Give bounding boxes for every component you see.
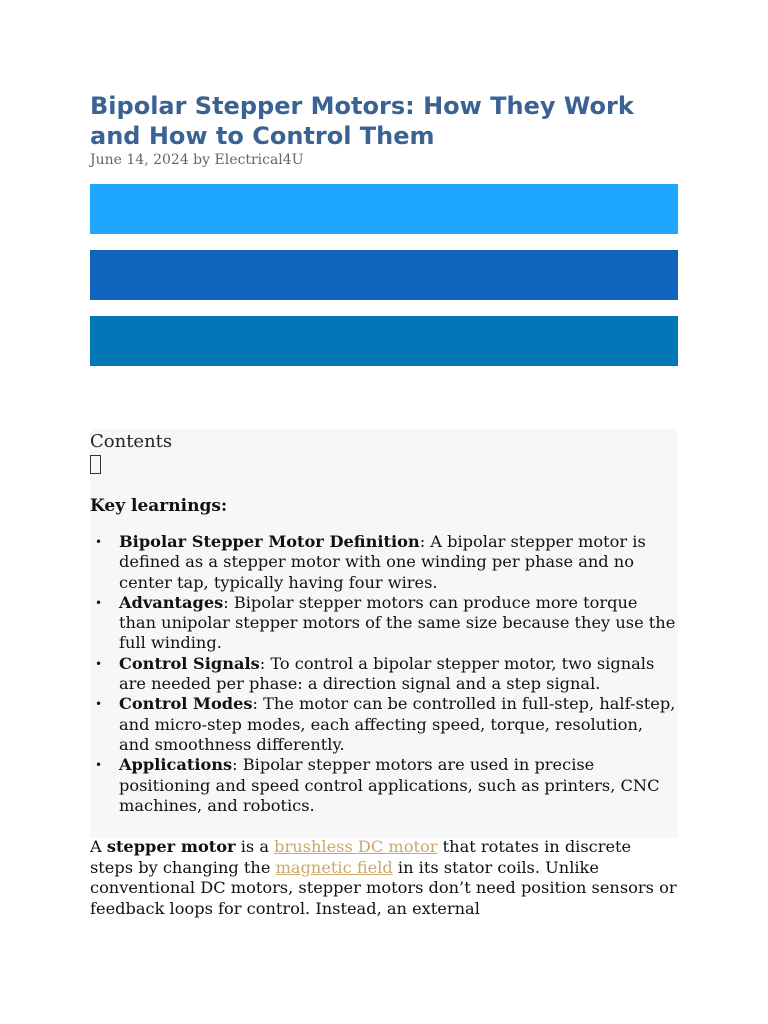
bullet-icon: • xyxy=(95,656,103,671)
magnetic-field-link[interactable]: magnetic field xyxy=(275,857,393,877)
list-item-text: : Bipolar stepper motors can produce more torque than unipolar stepper motors of the same size because they use the full winding. xyxy=(119,592,676,653)
key-learnings-heading: Key learnings: xyxy=(90,496,228,516)
list-item-term: Advantages xyxy=(119,592,224,612)
list-item-text: : To control a bipolar stepper motor, two signals are needed per phase: a direction signal and a step signal. xyxy=(119,653,655,694)
list-item xyxy=(90,694,678,755)
list-item-term: Bipolar Stepper Motor Definition xyxy=(119,532,420,551)
bullet-icon: • xyxy=(95,697,103,712)
intro-paragraph xyxy=(90,837,678,919)
article-title: Bipolar Stepper Motors: How They Work and How to Control Them xyxy=(90,92,634,150)
toggle-box-icon[interactable] xyxy=(90,455,101,474)
toc-title: Contents xyxy=(90,431,173,452)
bullet-icon: • xyxy=(95,535,103,549)
intro-term: stepper motor xyxy=(106,837,236,856)
list-item-term: Control Modes xyxy=(119,694,253,714)
intro-text: that rotates in discrete steps by changing the xyxy=(90,837,632,877)
bullet-icon: • xyxy=(95,595,103,610)
banner-ad-1[interactable] xyxy=(90,184,678,234)
post-meta: June 14, 2024 by Electrical4U xyxy=(90,152,304,168)
list-item xyxy=(90,593,678,654)
intro-text: is a xyxy=(235,837,275,856)
list-item-term: Applications xyxy=(119,755,233,775)
intro-text: A xyxy=(90,837,107,856)
bullet-icon: • xyxy=(95,758,103,773)
list-item xyxy=(90,532,678,593)
list-item-term: Control Signals xyxy=(119,653,260,673)
list-item-text: : A bipolar stepper motor is defined as a stepper motor with one winding per phase and no center tap, typically having four wires. xyxy=(119,532,646,592)
key-learnings-list xyxy=(90,532,678,816)
list-item xyxy=(90,755,678,816)
list-item xyxy=(90,654,678,695)
intro-text: in its stator coils. Unlike conventional DC motors, stepper motors don’t need position sensors or feedback loops for control. Instead, an external xyxy=(90,857,677,918)
banner-ad-2[interactable] xyxy=(90,250,678,300)
banner-ad-3[interactable] xyxy=(90,316,678,366)
brushless-dc-motor-link[interactable]: brushless DC motor xyxy=(274,837,438,856)
list-item-text: : The motor can be controlled in full-step, half-step, and micro-step modes, each affecting speed, torque, resolution, and smoothness differently. xyxy=(119,694,676,754)
list-item-text: : Bipolar stepper motors are used in precise positioning and speed control applications, such as printers, CNC machines, and robotics. xyxy=(119,755,660,815)
table-of-contents xyxy=(90,429,678,838)
